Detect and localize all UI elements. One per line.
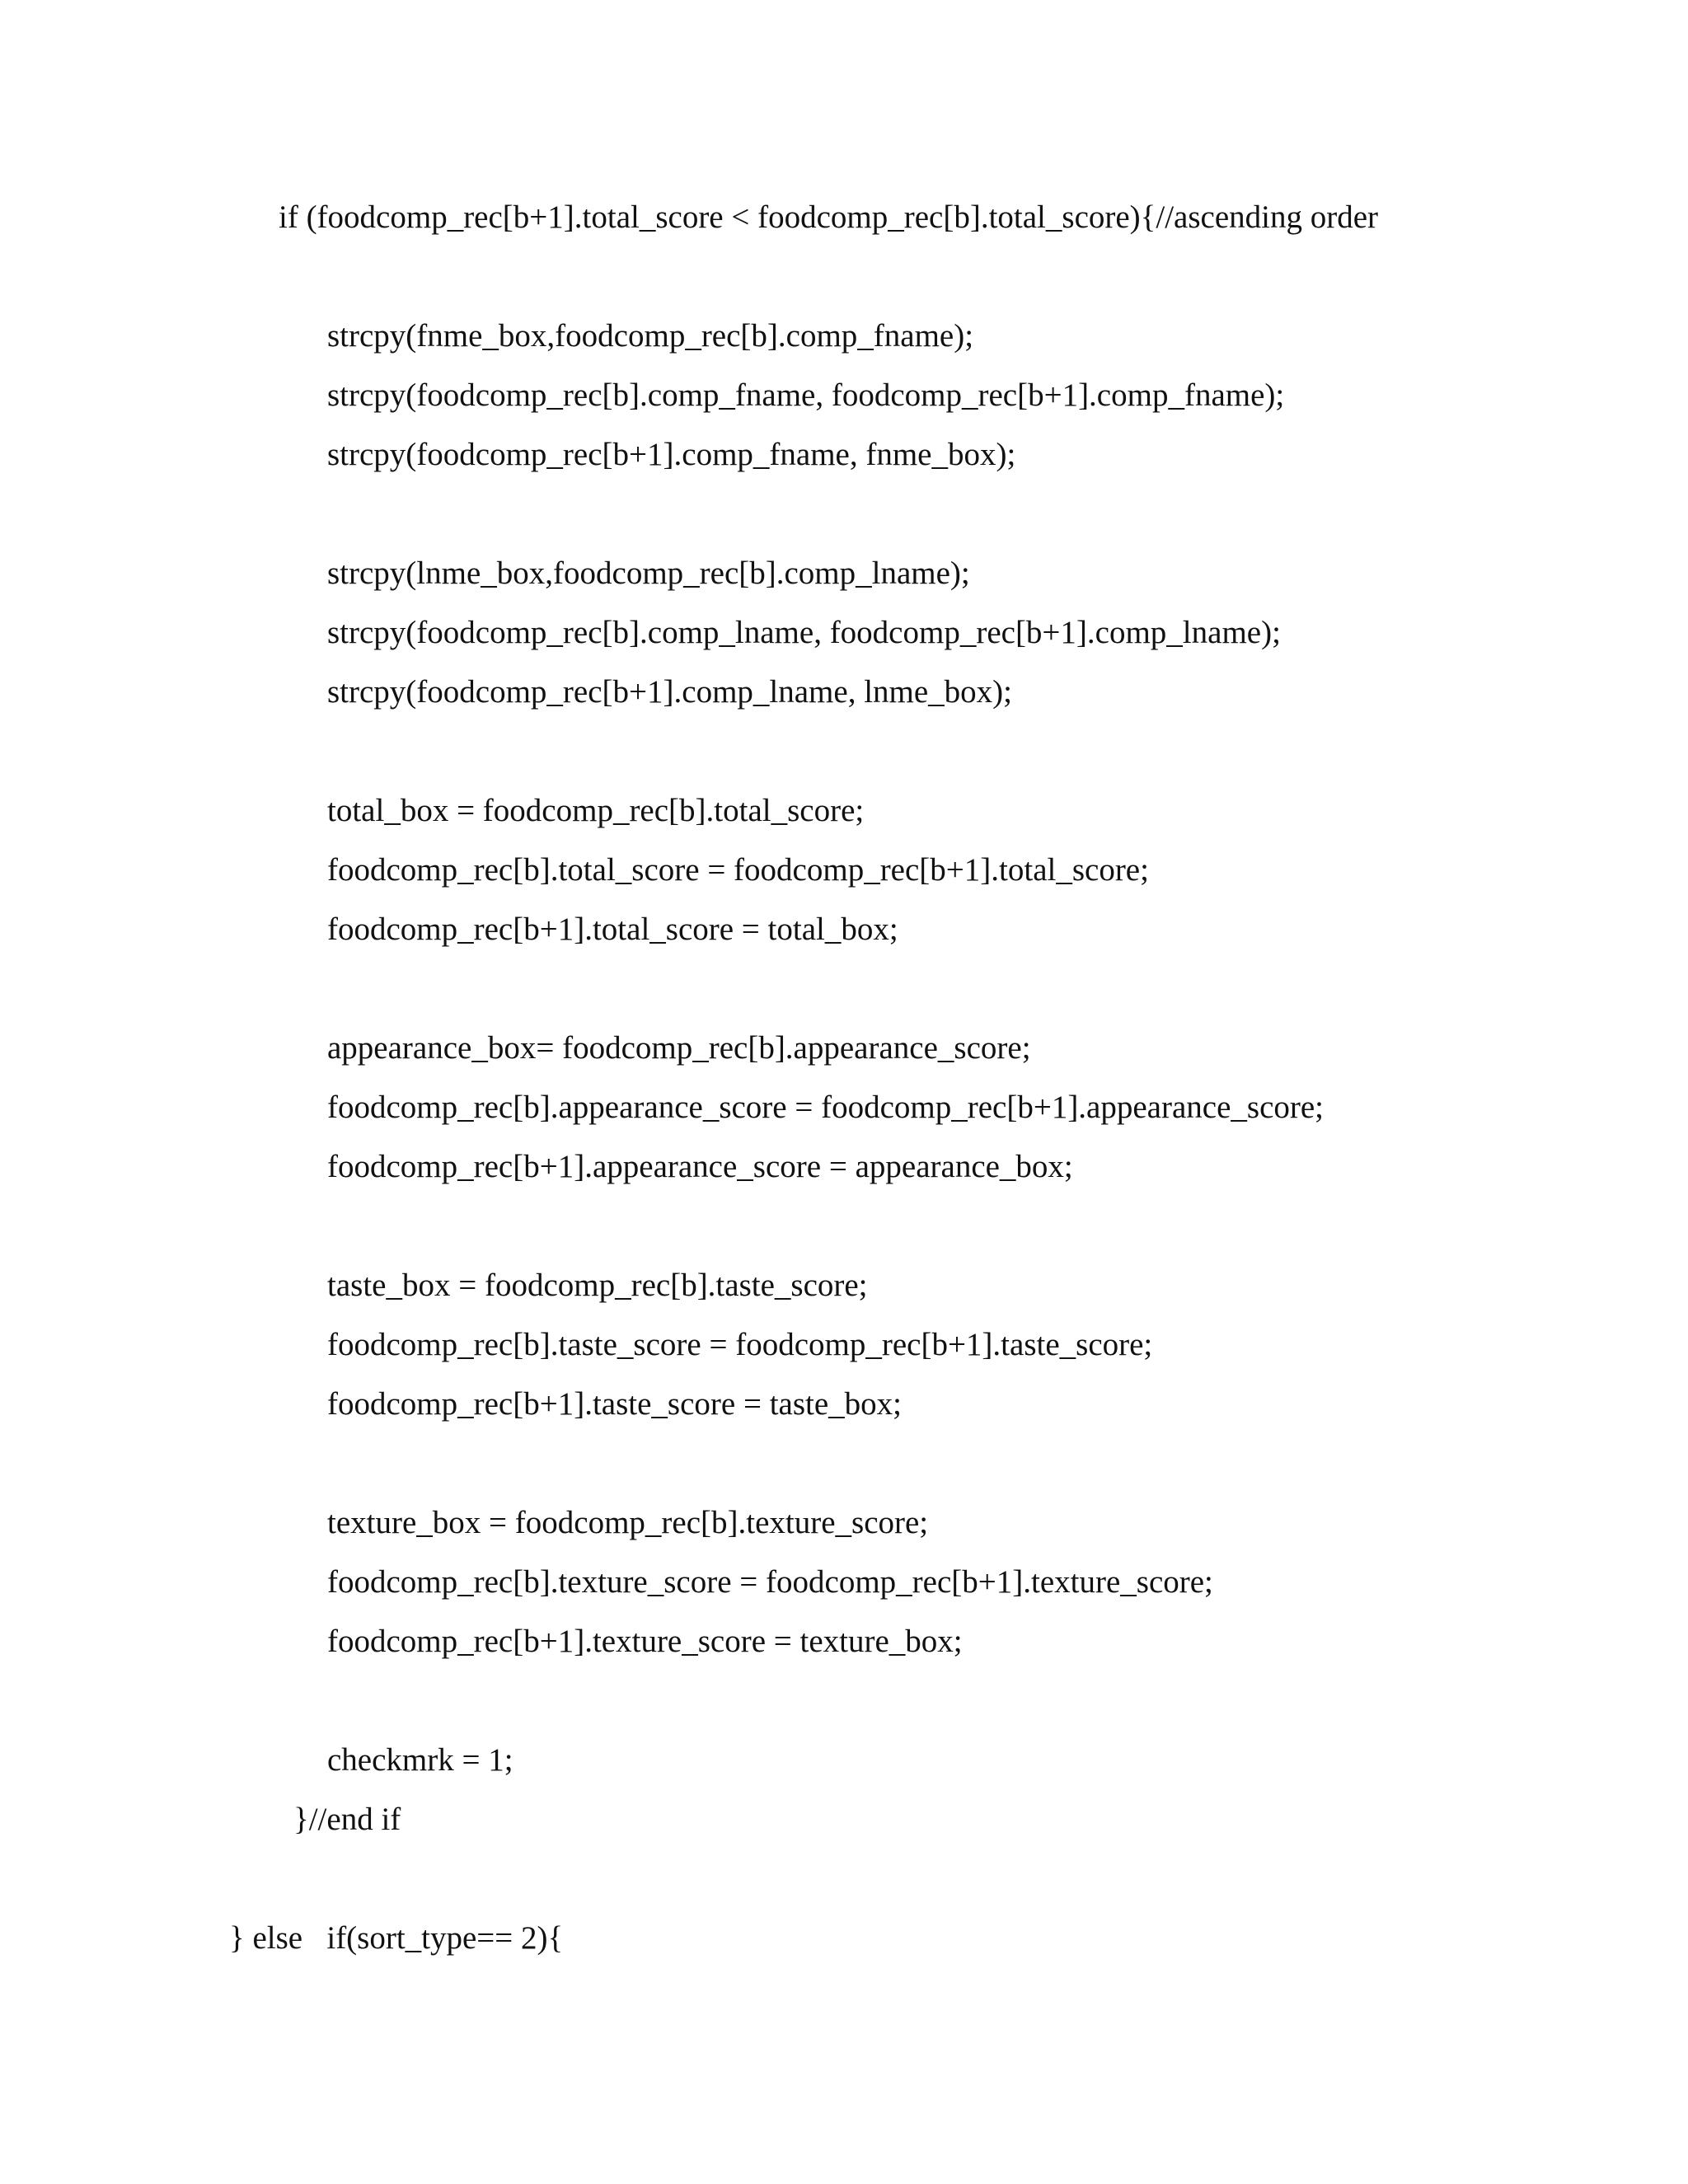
code-line-strcpy-fnme-box: strcpy(fnme_box,foodcomp_rec[b].comp_fname); xyxy=(327,318,974,354)
code-line-strcpy-lname-swap: strcpy(foodcomp_rec[b].comp_lname, foodcomp_rec[b+1].comp_lname); xyxy=(327,615,1281,650)
code-line-strcpy-lnme-box: strcpy(lnme_box,foodcomp_rec[b].comp_lname); xyxy=(327,555,970,591)
code-line-if-total-score: if (foodcomp_rec[b+1].total_score < foodcomp_rec[b].total_score){//ascending order xyxy=(279,199,1379,235)
code-line-strcpy-fname-restore: strcpy(foodcomp_rec[b+1].comp_fname, fnme_box); xyxy=(327,437,1016,472)
code-line-texture-swap: foodcomp_rec[b].texture_score = foodcomp_rec[b+1].texture_score; xyxy=(327,1564,1213,1600)
code-line-texture-restore: foodcomp_rec[b+1].texture_score = texture_box; xyxy=(327,1624,963,1659)
code-line-strcpy-fname-swap: strcpy(foodcomp_rec[b].comp_fname, foodcomp_rec[b+1].comp_fname); xyxy=(327,377,1285,413)
code-line-total-restore: foodcomp_rec[b+1].total_score = total_box; xyxy=(327,912,898,947)
code-line-appearance-box: appearance_box= foodcomp_rec[b].appearance_score; xyxy=(327,1030,1031,1066)
code-line-end-if: }//end if xyxy=(293,1802,401,1837)
code-line-texture-box: texture_box = foodcomp_rec[b].texture_score; xyxy=(327,1505,929,1540)
code-line-taste-restore: foodcomp_rec[b+1].taste_score = taste_box; xyxy=(327,1386,903,1422)
code-line-else-if-sort-type: } else if(sort_type== 2){ xyxy=(229,1920,564,1956)
code-line-strcpy-lname-restore: strcpy(foodcomp_rec[b+1].comp_lname, lnme_box); xyxy=(327,674,1012,710)
code-line-appearance-restore: foodcomp_rec[b+1].appearance_score = appearance_box; xyxy=(327,1149,1073,1184)
code-line-total-swap: foodcomp_rec[b].total_score = foodcomp_rec[b+1].total_score; xyxy=(327,852,1149,888)
code-line-checkmrk: checkmrk = 1; xyxy=(327,1742,513,1778)
code-line-total-box: total_box = foodcomp_rec[b].total_score; xyxy=(327,793,865,828)
code-line-appearance-swap: foodcomp_rec[b].appearance_score = foodcomp_rec[b+1].appearance_score; xyxy=(327,1090,1325,1125)
code-line-taste-box: taste_box = foodcomp_rec[b].taste_score; xyxy=(327,1268,868,1303)
code-line-taste-swap: foodcomp_rec[b].taste_score = foodcomp_rec[b+1].taste_score; xyxy=(327,1327,1153,1362)
